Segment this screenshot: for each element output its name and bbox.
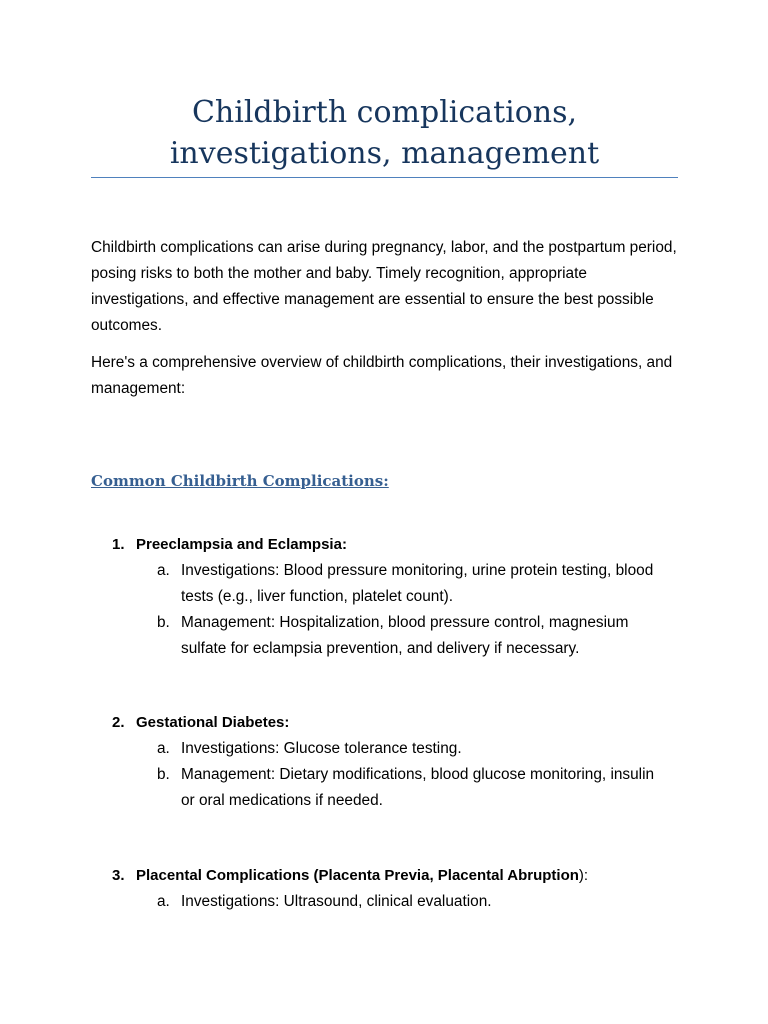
list-item-number: 3. [112,867,125,884]
sub-item [157,558,682,610]
section-heading: Common Childbirth Complications: [91,472,389,490]
intro-paragraph: Childbirth complications can arise during pregnancy, labor, and the postpartum period, posing risks to both the mother and baby. Timely recognition, appropriate investigations, and effective management are essential to ensure the best possible outcomes. [91,239,677,334]
list-item-heading [112,710,682,736]
list-item-number: 2. [112,714,125,731]
list-item-title-text: Preeclampsia and Eclampsia: [136,536,347,553]
sub-item [157,889,682,915]
sub-item-letter: a. [157,562,170,579]
sub-item-text: Investigations: Blood pressure monitoring, urine protein testing, blood tests (e.g., liver function, platelet count). [181,562,654,605]
title-underline-rule [91,177,678,178]
sub-item-text: Management: Hospitalization, blood pressure control, magnesium sulfate for eclampsia prevention, and delivery if necessary. [181,614,629,657]
list-item-title-suffix: ): [578,867,589,884]
sub-item-text: Investigations: Ultrasound, clinical evaluation. [181,893,492,910]
sub-item-letter: b. [157,614,170,631]
list-item-title [136,863,588,889]
document-title: Childbirth complications, investigations, management [169,95,600,171]
list-item [112,710,682,814]
sub-item-text: Investigations: Glucose tolerance testing. [181,740,462,757]
list-item [112,863,682,915]
list-item [112,532,682,662]
list-item-title-text: Gestational Diabetes: [136,714,290,731]
sub-item-letter: a. [157,893,170,910]
list-item-heading [112,863,682,889]
list-item-number: 1. [112,536,125,553]
list-item-title [136,532,347,558]
list-item-title [136,710,289,736]
sub-item [157,736,682,762]
list-item-heading [112,532,682,558]
sub-item-text: Management: Dietary modifications, blood glucose monitoring, insulin or oral medications if needed. [181,766,655,809]
list-item-title-text: Placental Complications (Placenta Previa, Placental Abruption [136,867,579,884]
sub-item [157,762,682,814]
sub-item-letter: a. [157,740,170,757]
overview-paragraph: Here's a comprehensive overview of childbirth complications, their investigations, and management: [91,354,673,397]
sub-item [157,610,682,662]
sub-item-letter: b. [157,766,170,783]
